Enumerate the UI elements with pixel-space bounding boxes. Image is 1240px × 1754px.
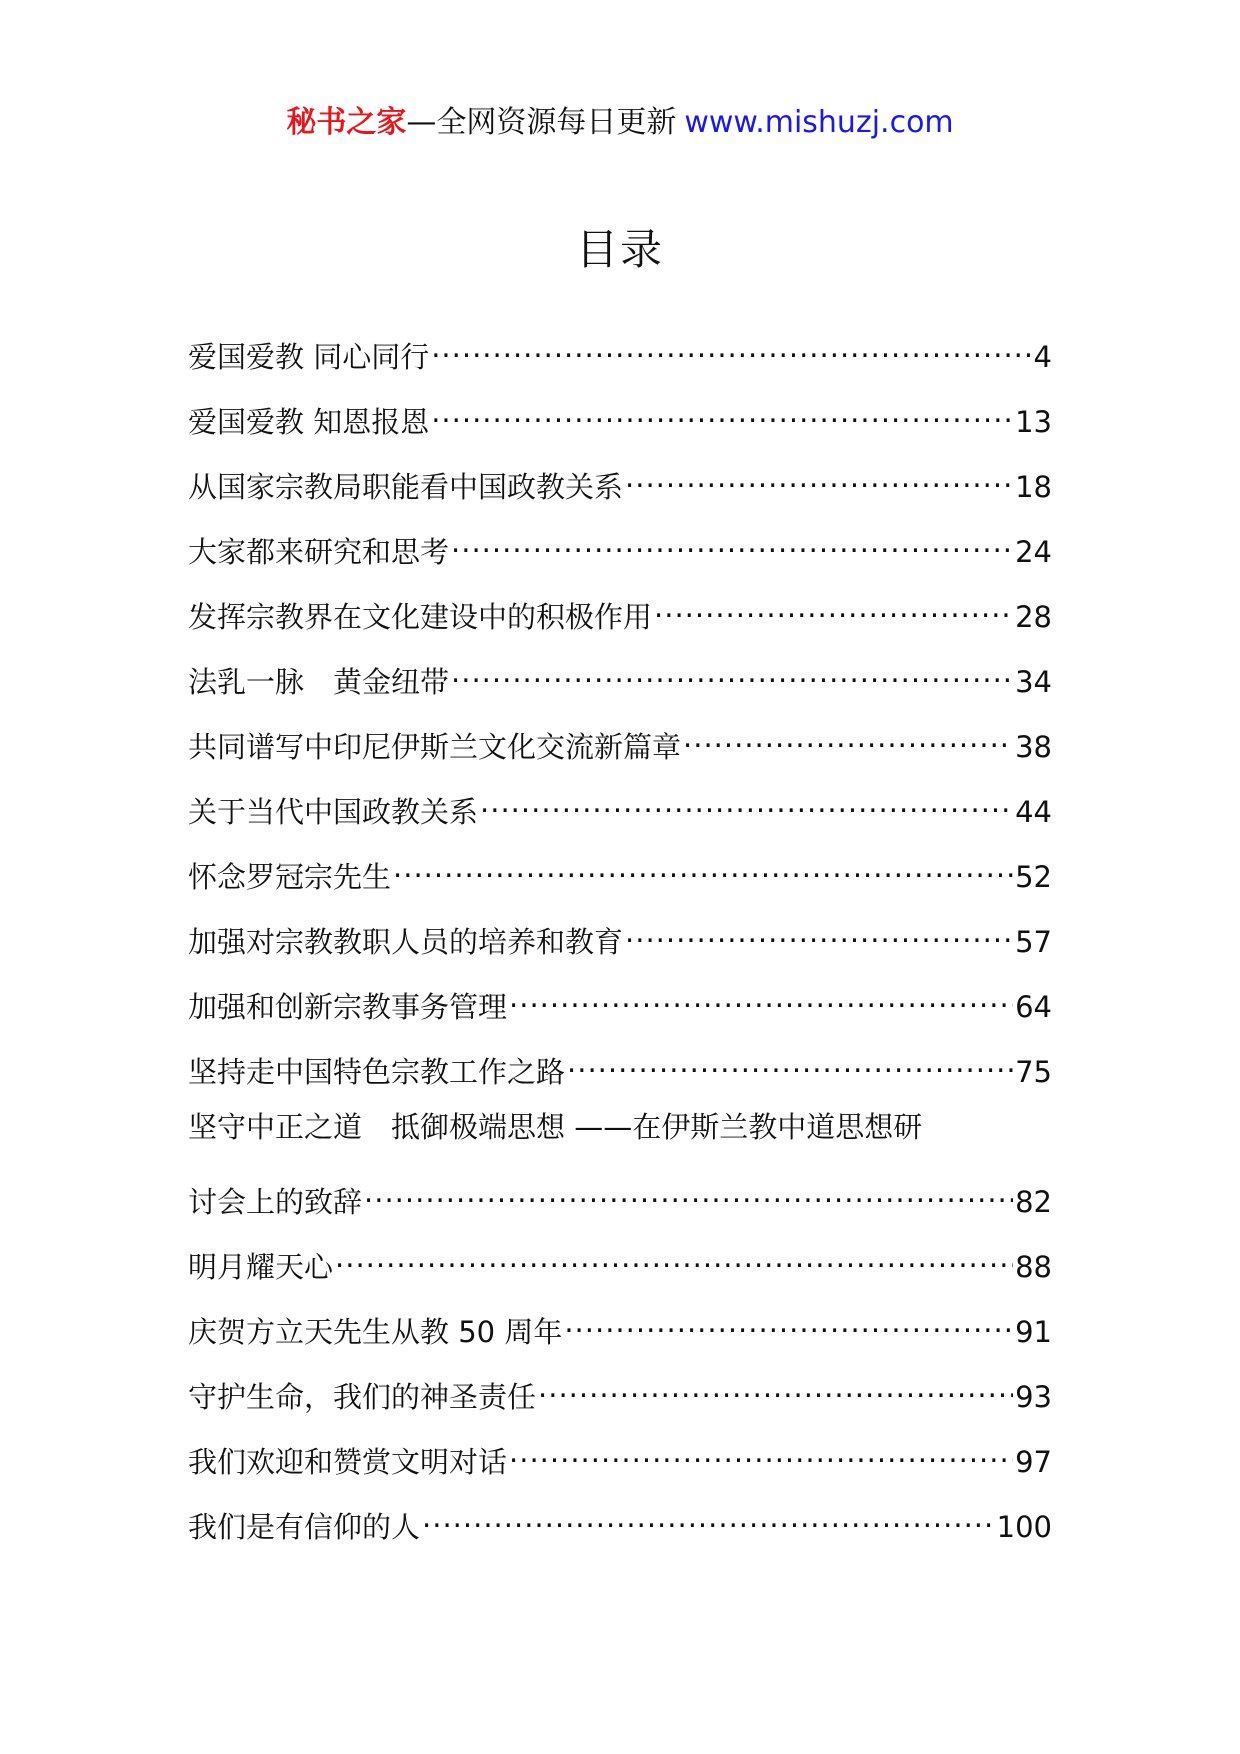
toc-entry-title-line1[interactable]: 坚守中正之道 抵御极端思想 ——在伊斯兰教中道思想研 bbox=[188, 1110, 923, 1144]
toc-entry-page: 64 bbox=[1015, 990, 1052, 1024]
toc-entry-title: 加强和创新宗教事务管理 bbox=[188, 990, 508, 1024]
toc-entry[interactable] bbox=[188, 1432, 1052, 1497]
toc-entry-page: 52 bbox=[1015, 860, 1052, 894]
leader-dots bbox=[449, 522, 1013, 562]
toc-entry-page: 97 bbox=[1015, 1445, 1052, 1479]
toc-entry-page: 75 bbox=[1015, 1055, 1052, 1089]
header-tagline: —全网资源每日更新 bbox=[406, 105, 677, 140]
toc-entry-title: 守护生命，我们的神圣责任 bbox=[188, 1380, 537, 1414]
leader-dots bbox=[623, 457, 1013, 497]
toc-entry-title: 我们是有信仰的人 bbox=[188, 1510, 421, 1544]
toc-entry-title: 讨会上的致辞 bbox=[188, 1185, 363, 1219]
toc-entry[interactable] bbox=[188, 717, 1052, 782]
leader-dots bbox=[449, 652, 1013, 692]
toc-entry-page: 93 bbox=[1015, 1380, 1052, 1414]
leader-dots bbox=[429, 327, 1031, 367]
toc-entry-title: 爱国爱教 知恩报恩 bbox=[188, 405, 430, 439]
toc-entry-title: 法乳一脉 黄金纽带 bbox=[188, 665, 450, 699]
toc-entry-title: 爱国爱教 同心同行 bbox=[188, 340, 430, 374]
leader-dots bbox=[420, 1497, 995, 1537]
leader-dots bbox=[623, 912, 1013, 952]
toc-title: 目录 bbox=[575, 225, 664, 274]
table-of-contents bbox=[188, 327, 1052, 1562]
toc-entry-page: 34 bbox=[1015, 665, 1052, 699]
toc-entry[interactable] bbox=[188, 1042, 1052, 1107]
site-url-link[interactable]: www.mishuzj.com bbox=[684, 105, 954, 140]
toc-entry[interactable] bbox=[188, 912, 1052, 977]
leader-dots bbox=[478, 782, 1013, 822]
toc-entry-title: 庆贺方立天先生从教 50 周年 bbox=[188, 1315, 563, 1349]
toc-entry[interactable] bbox=[188, 1367, 1052, 1432]
toc-entry-title: 关于当代中国政教关系 bbox=[188, 795, 479, 829]
toc-entry-page: 18 bbox=[1015, 470, 1052, 504]
toc-entry-title: 我们欢迎和赞赏文明对话 bbox=[188, 1445, 508, 1479]
toc-entry-page: 4 bbox=[1033, 340, 1052, 374]
toc-entry-page: 82 bbox=[1015, 1185, 1052, 1219]
leader-dots bbox=[652, 587, 1013, 627]
toc-entry-title: 从国家宗教局职能看中国政教关系 bbox=[188, 470, 624, 504]
toc-entry[interactable] bbox=[188, 587, 1052, 652]
toc-entry[interactable] bbox=[188, 1497, 1052, 1562]
toc-entry-page: 88 bbox=[1015, 1250, 1052, 1284]
leader-dots bbox=[681, 717, 1013, 757]
toc-entry-title: 明月耀天心 bbox=[188, 1250, 334, 1284]
toc-entry[interactable] bbox=[188, 977, 1052, 1042]
toc-entry[interactable] bbox=[188, 652, 1052, 717]
toc-entry-page: 24 bbox=[1015, 535, 1052, 569]
toc-entry[interactable] bbox=[188, 1172, 1052, 1237]
toc-entry[interactable] bbox=[188, 457, 1052, 522]
toc-entry[interactable] bbox=[188, 392, 1052, 457]
toc-entry-page: 100 bbox=[996, 1510, 1052, 1544]
toc-entry[interactable] bbox=[188, 782, 1052, 847]
toc-entry-page: 57 bbox=[1015, 925, 1052, 959]
toc-entry-page: 28 bbox=[1015, 600, 1052, 634]
brand-name: 秘书之家 bbox=[286, 105, 407, 140]
toc-entry-title: 怀念罗冠宗先生 bbox=[188, 860, 392, 894]
leader-dots bbox=[507, 977, 1013, 1017]
toc-entry-title: 加强对宗教教职人员的培养和教育 bbox=[188, 925, 624, 959]
leader-dots bbox=[565, 1042, 1013, 1082]
toc-entry[interactable] bbox=[188, 847, 1052, 912]
leader-dots bbox=[562, 1302, 1013, 1342]
toc-entry-page: 38 bbox=[1015, 730, 1052, 764]
toc-entry-page: 13 bbox=[1015, 405, 1052, 439]
toc-entry-title: 大家都来研究和思考 bbox=[188, 535, 450, 569]
leader-dots bbox=[391, 847, 1013, 887]
toc-entry-title: 发挥宗教界在文化建设中的积极作用 bbox=[188, 600, 653, 634]
toc-entry[interactable] bbox=[188, 522, 1052, 587]
toc-entry-title: 共同谱写中印尼伊斯兰文化交流新篇章 bbox=[188, 730, 682, 764]
leader-dots bbox=[362, 1172, 1013, 1212]
leader-dots bbox=[536, 1367, 1013, 1407]
leader-dots bbox=[429, 392, 1013, 432]
leader-dots bbox=[507, 1432, 1013, 1472]
leader-dots bbox=[333, 1237, 1013, 1277]
toc-entry[interactable] bbox=[188, 1237, 1052, 1302]
toc-entry[interactable] bbox=[188, 327, 1052, 392]
page-header bbox=[0, 101, 1240, 145]
toc-entry[interactable] bbox=[188, 1302, 1052, 1367]
toc-entry-page: 44 bbox=[1015, 795, 1052, 829]
toc-entry-title: 坚持走中国特色宗教工作之路 bbox=[188, 1055, 566, 1089]
toc-entry-page: 91 bbox=[1015, 1315, 1052, 1349]
